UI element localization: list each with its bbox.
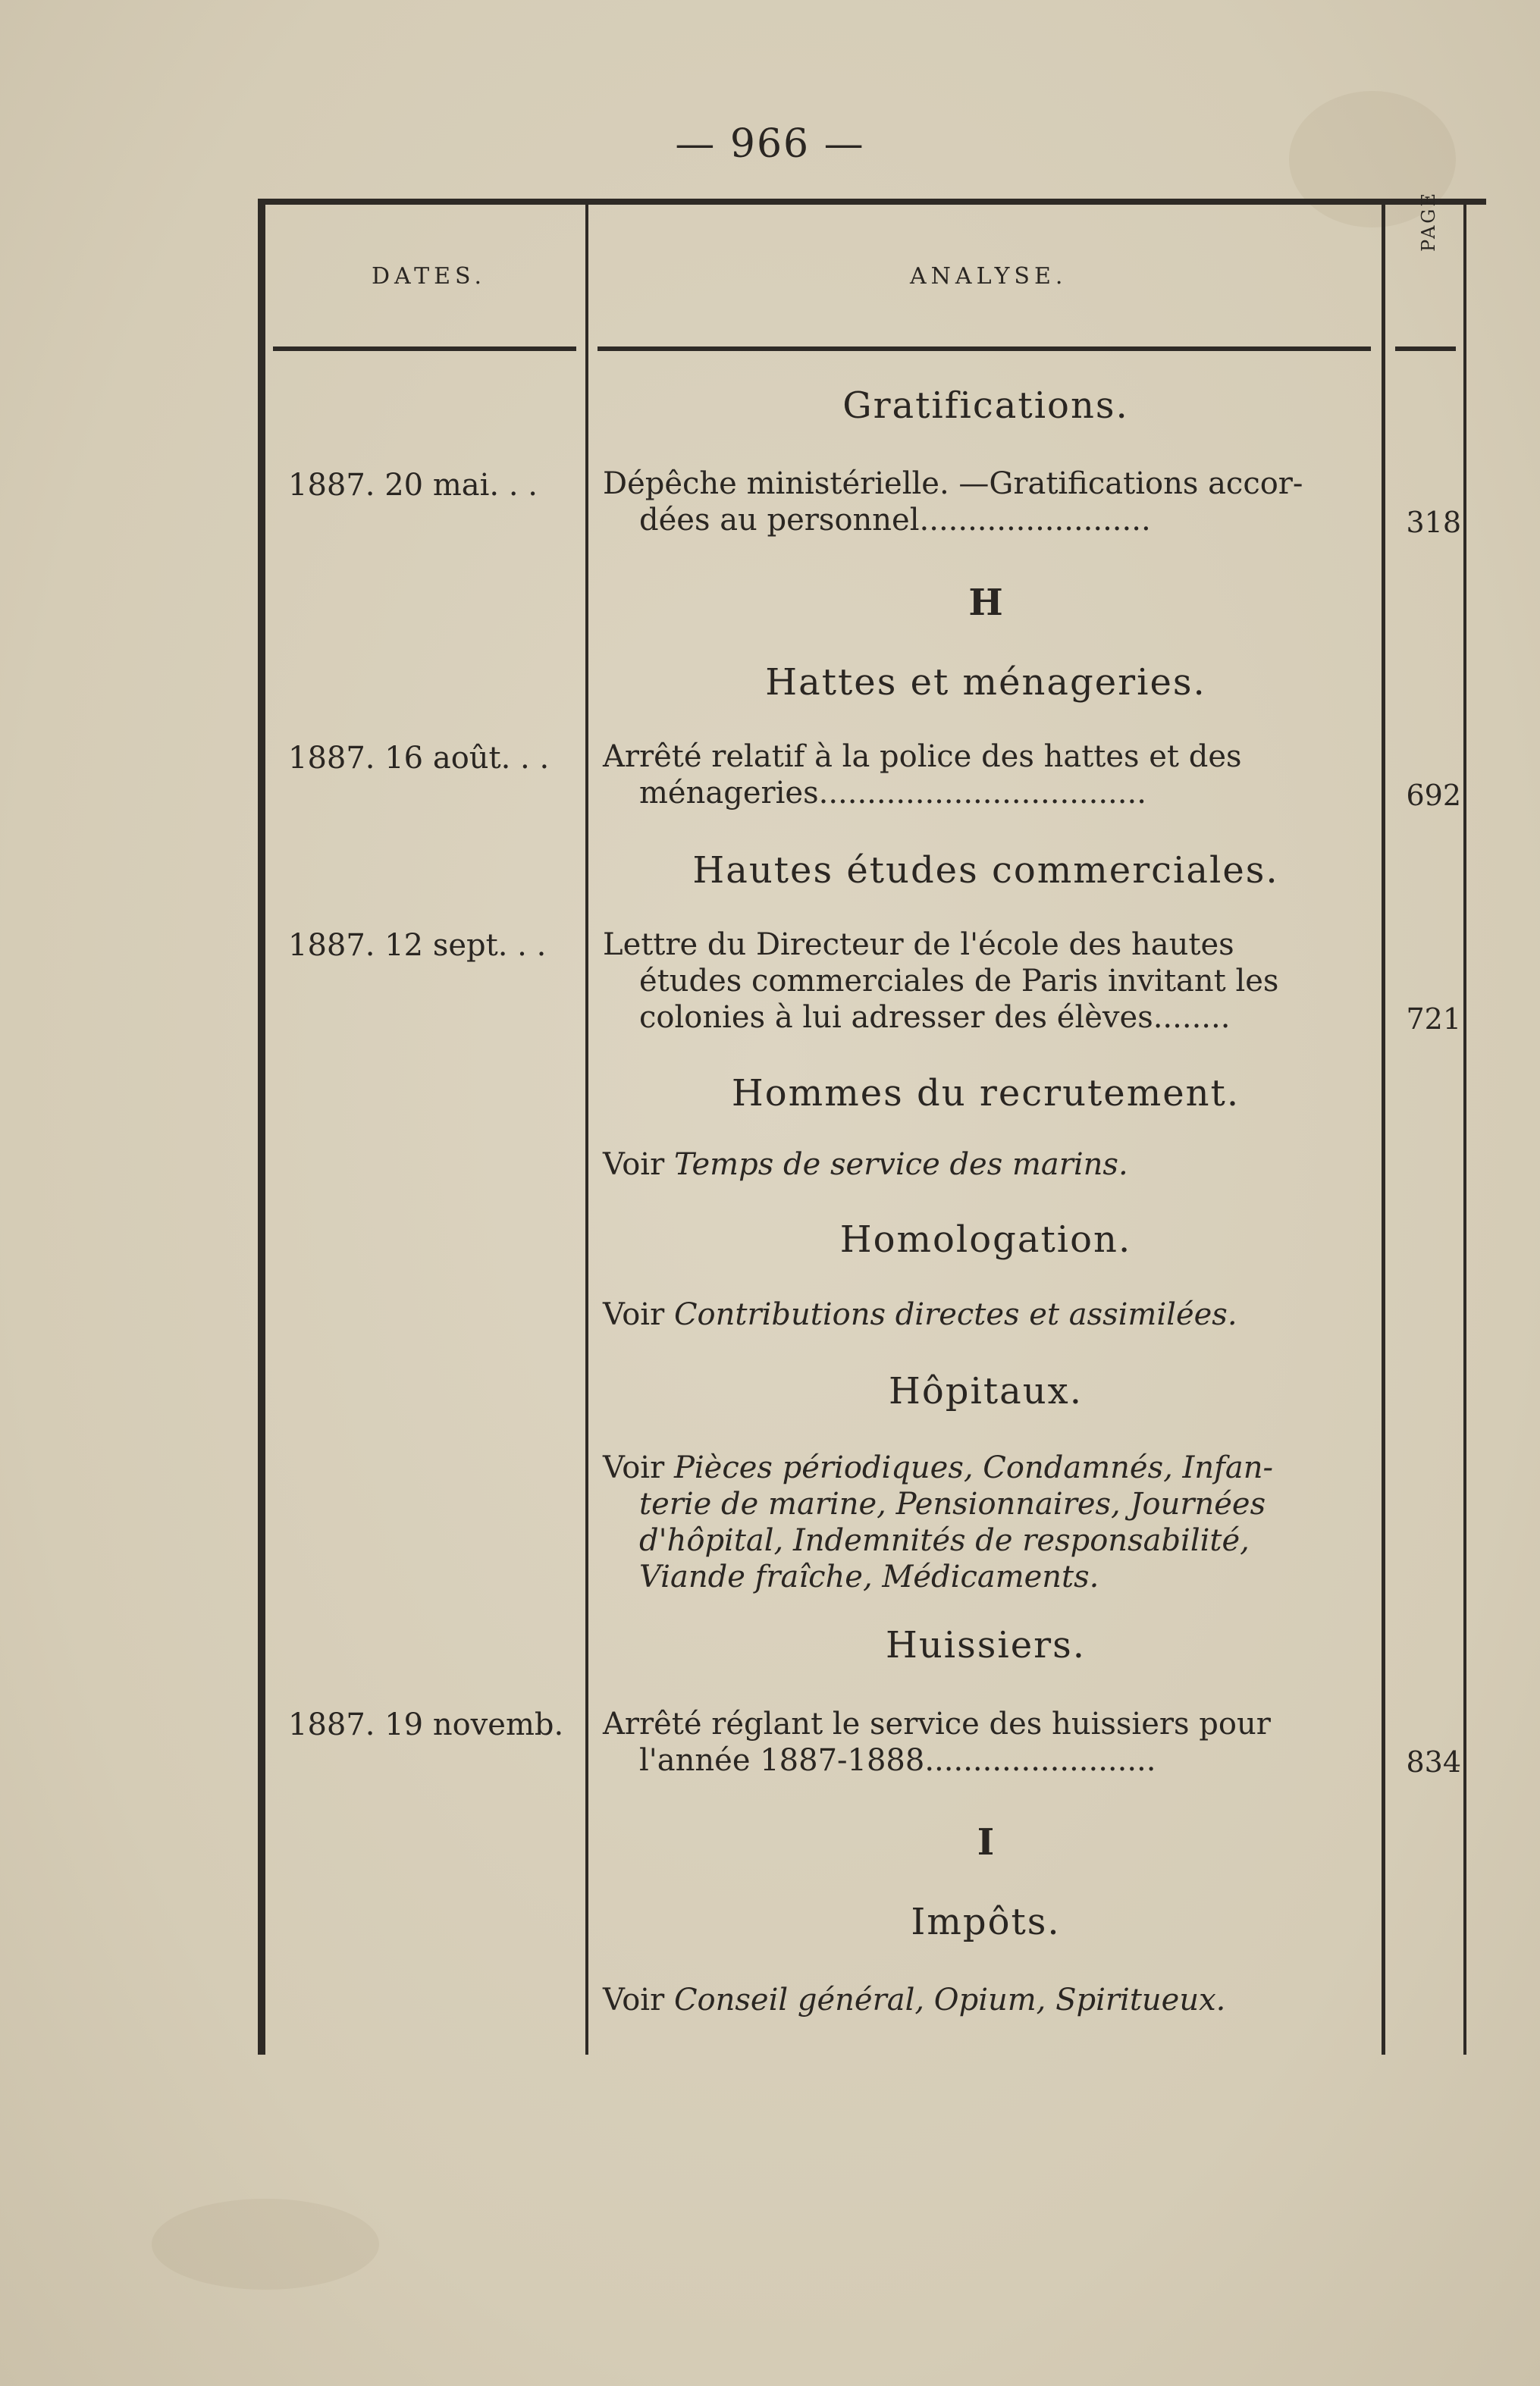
header-dates: DATES. [372,263,487,290]
section-heading: Gratifications. [842,384,1129,427]
analysis-line: Arrêté réglant le service des huissiers pour [603,1707,1271,1742]
entry-page: 721 [1406,1002,1461,1036]
entry-analysis [603,1706,1376,1779]
analysis-line: Dépêche ministérielle. —Gratifications accor- [603,466,1303,501]
index-table [258,191,1486,2056]
section-heading: Huissiers. [886,1624,1086,1666]
section-heading: Hommes du recrutement. [731,1072,1240,1115]
voir-prefix: Voir [603,1983,665,2018]
analysis-line: études commerciales de Paris invitant les [639,964,1279,999]
voir-prefix: Voir [603,1297,665,1332]
section-heading: Impôts. [911,1901,1061,1943]
entry-page: 318 [1406,506,1461,539]
analysis-line: colonies à lui adresser des élèves........ [639,1000,1231,1035]
page-column-rule [1463,205,1466,2055]
page-folio: — 966 — [675,121,865,167]
table-left-rule [258,205,265,2055]
analysis-line: dées au personnel........................ [639,503,1151,538]
section-heading: Hattes et ménageries. [765,661,1206,704]
entry-date: 1887. 12 sept. . . [288,928,547,963]
letter-divider: H [968,582,1003,624]
entry-date: 1887. 19 novemb. [288,1707,564,1742]
paper-stain [152,2199,379,2290]
entry-page: 834 [1406,1745,1461,1779]
header-analyse: ANALYSE. [910,263,1068,290]
entry-analysis [603,466,1376,538]
analysis-line: Arrêté relatif à la police des hattes et des [603,739,1242,774]
entry-analysis [603,738,1376,811]
analysis-line: Lettre du Directeur de l'école des hautes [603,927,1234,962]
voir-target: Viande fraîche, Médicaments. [639,1560,1099,1594]
letter-divider: I [977,1821,995,1864]
voir-prefix: Voir [603,1450,665,1485]
voir-target: Conseil général, Opium, Spiritueux. [673,1983,1226,2018]
entry-analysis [603,926,1376,1036]
analysis-line: l'année 1887-1888........................ [639,1743,1156,1778]
see-also-reference [603,1450,1376,1595]
voir-target: d'hôpital, Indemnités de responsabilité, [639,1523,1250,1558]
dates-column-rule [585,205,588,2055]
see-also-reference [603,1296,1376,1333]
header-page: PAGE [1418,191,1439,252]
header-rule-page [1395,346,1456,351]
header-rule-analyse [597,346,1371,351]
entry-page: 692 [1406,779,1461,812]
analysis-line: ménageries.................................. [639,776,1146,810]
analyse-column-rule [1382,205,1385,2055]
voir-target: Contributions directes et assimilées. [673,1297,1237,1332]
table-top-rule [258,199,1486,205]
see-also-reference [603,1982,1376,2018]
voir-target: Temps de service des marins. [673,1147,1128,1182]
header-rule-dates [273,346,576,351]
entry-date: 1887. 16 août. . . [288,741,550,776]
voir-target: terie de marine, Pensionnaires, Journées [639,1487,1266,1522]
voir-prefix: Voir [603,1147,665,1182]
section-heading: Hôpitaux. [889,1370,1083,1412]
section-heading: Homologation. [839,1218,1132,1261]
see-also-reference [603,1146,1376,1183]
section-heading: Hautes études commerciales. [692,849,1279,892]
voir-target: Pièces périodiques, Condamnés, Infan- [673,1450,1274,1485]
entry-date: 1887. 20 mai. . . [288,468,538,503]
